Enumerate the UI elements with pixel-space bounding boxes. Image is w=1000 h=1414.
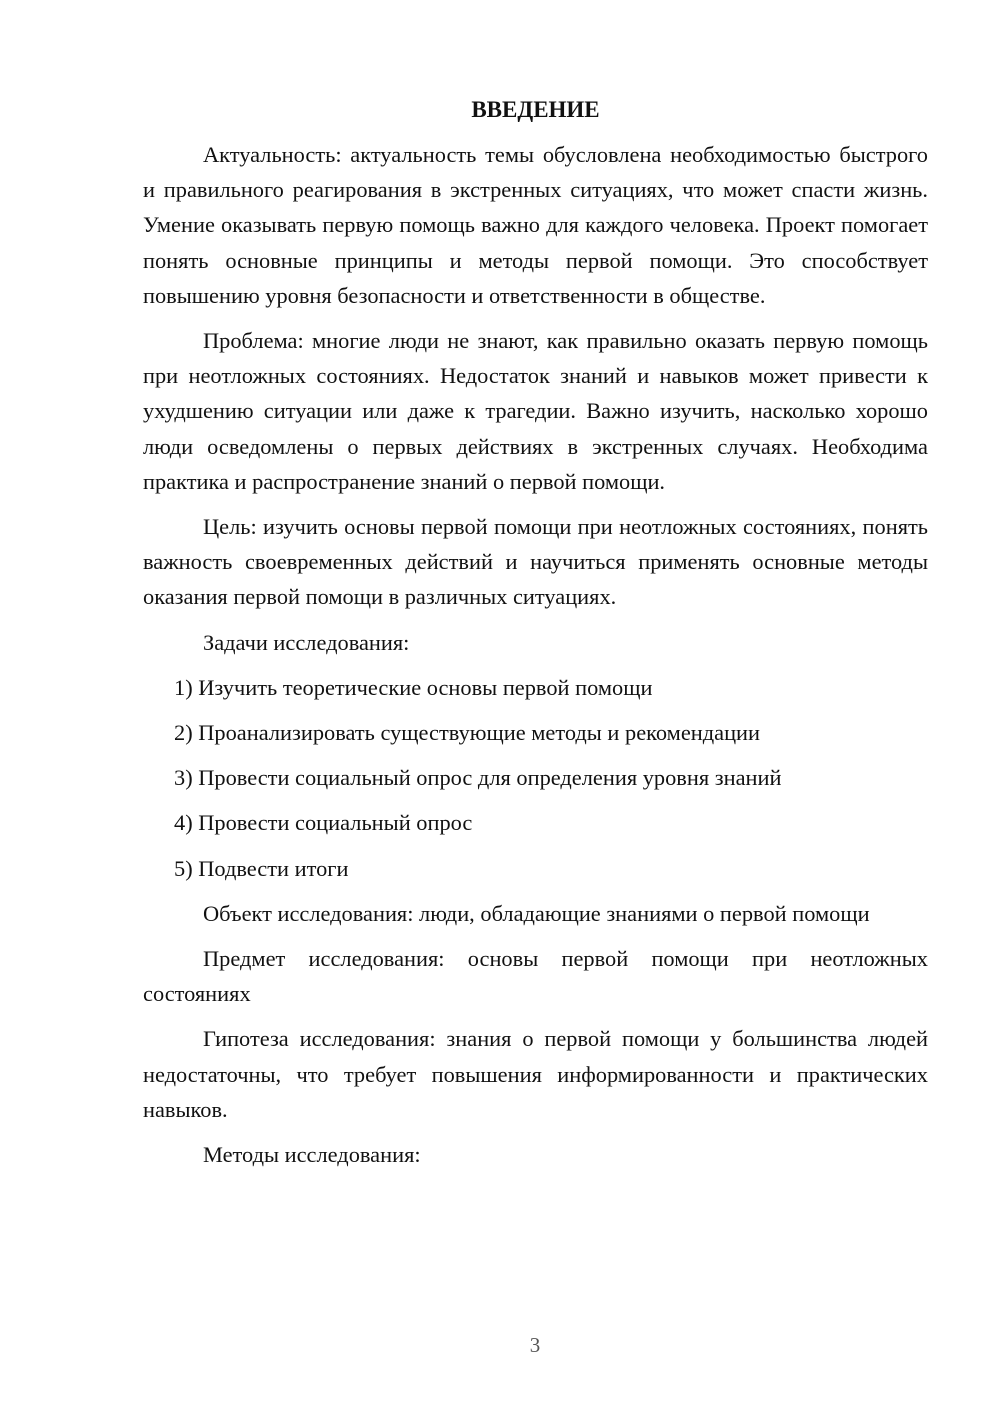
page-number: 3 bbox=[529, 1333, 541, 1357]
list-item: 2) Проанализировать существующие методы и рекомендации bbox=[174, 720, 761, 746]
document-page bbox=[143, 92, 928, 1182]
problem-paragraph: Проблема: многие люди не знают, как правильно оказать первую помощь при неотложных состояниях. Недостаток знаний и навыков может привести к ухудшению ситуации или даже к трагедии. Важно изучить, насколько хорошо люди осведомлены о первых действиях в экстренных случаях. Необходима практика и распространение знаний о первой помощи. bbox=[143, 328, 928, 494]
list-item: 3) Провести социальный опрос для определения уровня знаний bbox=[174, 765, 782, 791]
tasks-title: Задачи исследования: bbox=[203, 629, 410, 655]
goal-paragraph: Цель: изучить основы первой помощи при неотложных состояниях, понять важность своевременных действий и научиться применять основные методы оказания первой помощи в различных ситуациях. bbox=[143, 514, 928, 610]
relevance-paragraph: Актуальность: актуальность темы обусловлена необходимостью быстрого и правильного реагирования в экстренных ситуациях, что может спасти жизнь. Умение оказывать первую помощь важно для каждого человека. Проект помогает понять основные принципы и методы первой помощи. Это способствует повышению уровня безопасности и ответственности в обществе. bbox=[143, 142, 928, 308]
tasks-list bbox=[143, 670, 928, 886]
subject-paragraph: Предмет исследования: основы первой помощи при неотложных состояниях bbox=[143, 946, 928, 1007]
methods-title: Методы исследования: bbox=[203, 1142, 421, 1168]
object-paragraph: Объект исследования: люди, обладающие знаниями о первой помощи bbox=[203, 900, 870, 926]
page-title: ВВЕДЕНИЕ bbox=[471, 97, 600, 122]
hypothesis-paragraph: Гипотеза исследования: знания о первой помощи у большинства людей недостаточны, что требует повышения информированности и практических навыков. bbox=[143, 1026, 928, 1122]
list-item: 5) Подвести итоги bbox=[174, 855, 349, 881]
list-item: 1) Изучить теоретические основы первой помощи bbox=[174, 674, 653, 700]
list-item: 4) Провести социальный опрос bbox=[174, 810, 473, 836]
